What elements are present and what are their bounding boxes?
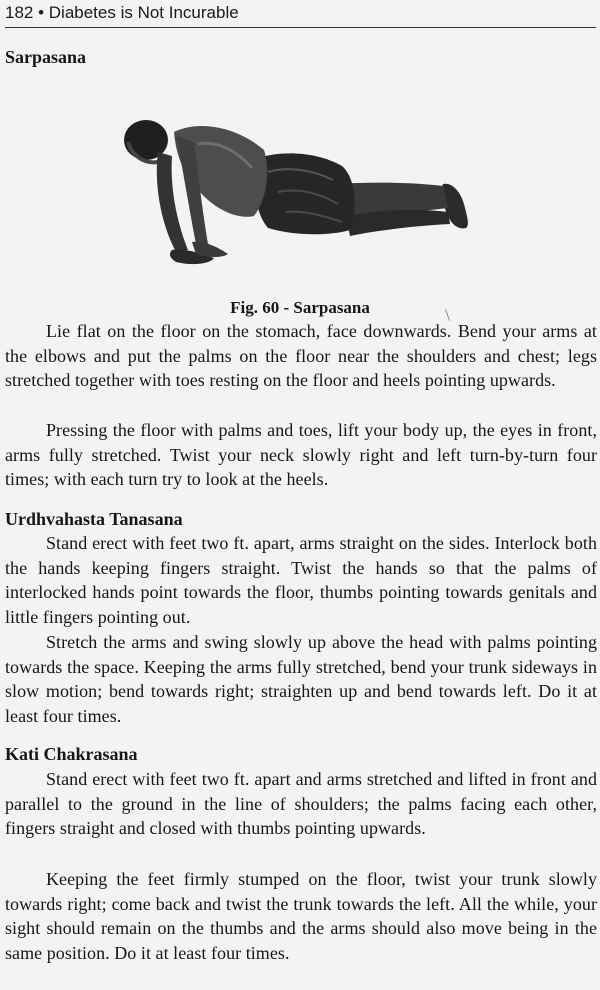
section-title-sarpasana: Sarpasana <box>5 47 87 67</box>
paragraph: Lie flat on the floor on the stomach, face downwards. Bend your arms at the elbows and put the palms on the floor near the shoulders and chest; legs stretched together with toes resting on the floor and heels pointing upwards. <box>5 321 597 391</box>
paragraph: Pressing the floor with palms and toes, lift your body up, the eyes in front, arms fully stretched. Twist your neck slowly right and left turn-by-turn four times; with each turn try to look at the heels. <box>5 420 597 490</box>
section-title-urdhvahasta-tanasana: Urdhvahasta Tanasana <box>5 509 183 529</box>
paragraph: Stand erect with feet two ft. apart and arms stretched and lifted in front and parallel to the ground in the line of shoulders; the palms facing each other, fingers straight and closed with thumbs pointing upwards. <box>5 769 597 839</box>
paragraph: Stand erect with feet two ft. apart, arms straight on the sides. Interlock both the hands keeping fingers straight. Twist the hands so that the palms of interlocked hands point towards the floor, thumbs pointing towards genitals and little fingers pointing out. <box>5 533 597 628</box>
paragraph: Keeping the feet firmly stumped on the floor, twist your trunk slowly towards right; come back and twist the trunk towards the left. All the while, your sight should remain on the thumbs and the arms should also move being in the same position. Do it at least four times. <box>5 869 597 964</box>
running-header <box>5 3 596 28</box>
paragraph: Stretch the arms and swing slowly up above the head with palms pointing towards the space. Keeping the arms fully stretched, bend your trunk sideways in slow motion; bend towards right; straighten up and bend towards left. Do it at least four times. <box>5 632 597 727</box>
figure-caption: Fig. 60 - Sarpasana <box>230 298 370 317</box>
section-title-kati-chakrasana: Kati Chakrasana <box>5 744 138 764</box>
sarpasana-figure-photo <box>118 112 478 272</box>
running-head-text: 182 • Diabetes is Not Incurable <box>5 3 239 22</box>
